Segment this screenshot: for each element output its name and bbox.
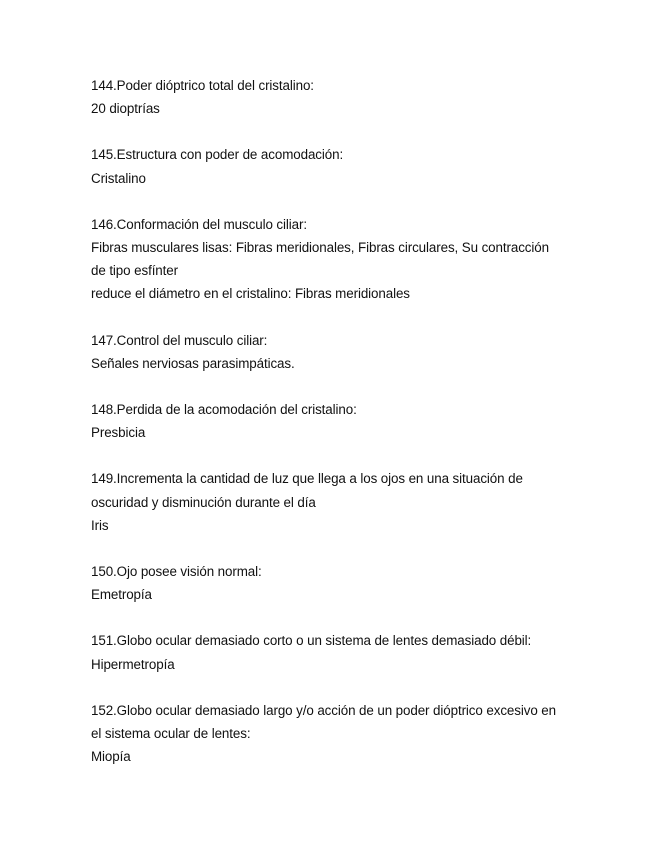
question-text: 146.Conformación del musculo ciliar: <box>91 216 307 232</box>
answer-text: 20 dioptrías <box>91 101 160 117</box>
question-text: 149.Incrementa la cantidad de luz que llega a los ojos en una situación de <box>91 471 523 487</box>
question-text: 145.Estructura con poder de acomodación: <box>91 147 344 163</box>
answer-text: Cristalino <box>91 170 146 186</box>
answer-text: reduce el diámetro en el cristalino: Fibras meridionales <box>91 286 410 302</box>
qa-entry-149 <box>91 467 581 537</box>
question-text: 147.Control del musculo ciliar: <box>91 332 268 348</box>
answer-text: Fibras musculares lisas: Fibras meridionales, Fibras circulares, Su contracción <box>91 240 549 256</box>
qa-entry-145 <box>91 143 581 189</box>
answer-text: Emetropía <box>91 587 152 603</box>
question-text: 152.Globo ocular demasiado largo y/o acción de un poder dióptrico excesivo en <box>91 702 556 718</box>
answer-text: Señales nerviosas parasimpáticas. <box>91 355 295 371</box>
qa-entry-148 <box>91 398 581 444</box>
question-text: 150.Ojo posee visión normal: <box>91 564 262 580</box>
answer-text: de tipo esfínter <box>91 263 178 279</box>
qa-entry-151 <box>91 629 581 675</box>
answer-text: Hipermetropía <box>91 656 175 672</box>
question-text: 144.Poder dióptrico total del cristalino: <box>91 78 314 93</box>
qa-entry-152 <box>91 699 581 769</box>
qa-entry-147 <box>91 329 581 375</box>
qa-entry-150 <box>91 560 581 606</box>
qa-entry-146 <box>91 213 581 306</box>
question-text: 148.Perdida de la acomodación del cristalino: <box>91 402 357 418</box>
question-text: 151.Globo ocular demasiado corto o un sistema de lentes demasiado débil: <box>91 633 532 649</box>
answer-text: Miopía <box>91 749 131 765</box>
question-text-continued: oscuridad y disminución durante el día <box>91 494 316 510</box>
question-text-continued: el sistema ocular de lentes: <box>91 726 251 742</box>
answer-text: Iris <box>91 517 109 533</box>
qa-entry-144 <box>91 74 581 120</box>
answer-text: Presbicia <box>91 425 146 441</box>
document-page <box>91 74 581 791</box>
